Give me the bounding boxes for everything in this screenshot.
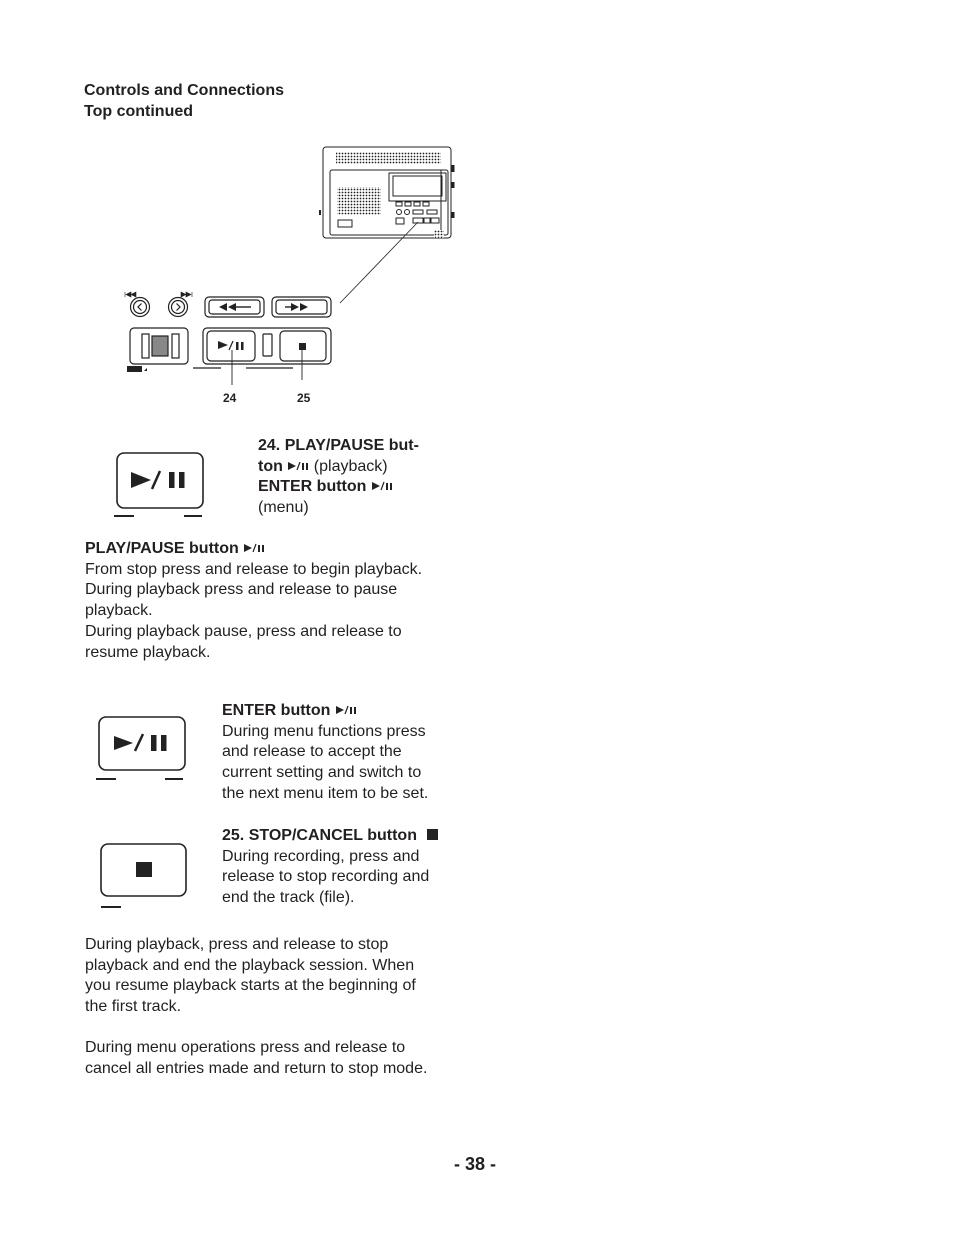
play-pause-icon — [131, 472, 151, 488]
enter-heading: ENTER button — [222, 702, 331, 719]
section-header — [84, 80, 284, 122]
text-line: release to stop recording and — [222, 868, 430, 886]
text-line: During playback pause, press and release to — [85, 622, 402, 640]
play-pause-heading: PLAY/PAUSE button — [85, 540, 239, 557]
playback-label: (playback) — [313, 457, 388, 475]
stop-heading: 25. STOP/CANCEL button — [222, 827, 417, 844]
playback-paragraph — [85, 935, 465, 1018]
text-line: you resume playback starts at the beginning of — [85, 977, 416, 995]
skip-forward-icon — [181, 292, 192, 297]
enter-button-illustration — [92, 712, 192, 784]
text-line: During playback press and release to pause — [85, 581, 398, 599]
stop-icon — [427, 829, 438, 840]
enter-label: ENTER button — [258, 478, 367, 496]
text-line: the first track. — [85, 998, 182, 1016]
text-line: From stop press and release to begin playback. — [85, 560, 423, 578]
text-line: the next menu item to be set. — [222, 784, 429, 802]
text-line: During menu operations press and release to — [85, 1039, 406, 1056]
text-line: current setting and switch to — [222, 764, 422, 782]
device-diagram — [110, 140, 470, 415]
recorder-thumbnail — [320, 147, 453, 238]
page-number: - 38 - — [454, 1154, 497, 1174]
text-line: During recording, press and — [222, 847, 420, 865]
menu-paragraph — [85, 1038, 465, 1079]
panel-stop-icon — [299, 343, 306, 350]
text-line: During playback, press and release to stop — [85, 936, 389, 953]
panel-play-icon — [218, 341, 228, 349]
item-24-title-cont: ton — [258, 457, 283, 475]
control-panel-detail — [125, 292, 331, 385]
enter-section — [222, 701, 462, 805]
play-pause-icon — [287, 461, 309, 471]
play-pause-icon — [114, 736, 133, 750]
skip-back-icon — [125, 292, 136, 297]
fast-forward-icon — [291, 303, 308, 311]
stop-section — [222, 826, 467, 909]
callout-25: 25 — [297, 391, 311, 405]
text-line: and release to accept the — [222, 743, 402, 761]
text-line: resume playback. — [85, 643, 211, 661]
stop-button-illustration — [96, 839, 192, 915]
header-subtitle: Top continued — [84, 103, 194, 120]
item-24-description — [258, 436, 458, 519]
text-line: playback and end the playback session. When — [85, 956, 415, 974]
play-pause-icon — [371, 481, 393, 491]
item-24-title: 24. PLAY/PAUSE but- — [258, 437, 419, 454]
leader-line — [340, 222, 418, 303]
stop-icon — [136, 862, 152, 877]
play-pause-icon — [243, 543, 265, 553]
rewind-icon — [219, 303, 236, 311]
text-line: end the track (file). — [222, 889, 355, 907]
callout-24: 24 — [223, 391, 237, 405]
text-line: During menu functions press — [222, 722, 426, 740]
play-pause-section — [85, 539, 465, 663]
text-line: cancel all entries made and return to stop mode. — [85, 1059, 428, 1077]
header-title: Controls and Connections — [84, 82, 284, 99]
play-pause-button-illustration — [110, 448, 210, 520]
text-line: playback. — [85, 602, 153, 620]
play-pause-icon — [335, 705, 357, 715]
menu-label: (menu) — [258, 499, 309, 517]
